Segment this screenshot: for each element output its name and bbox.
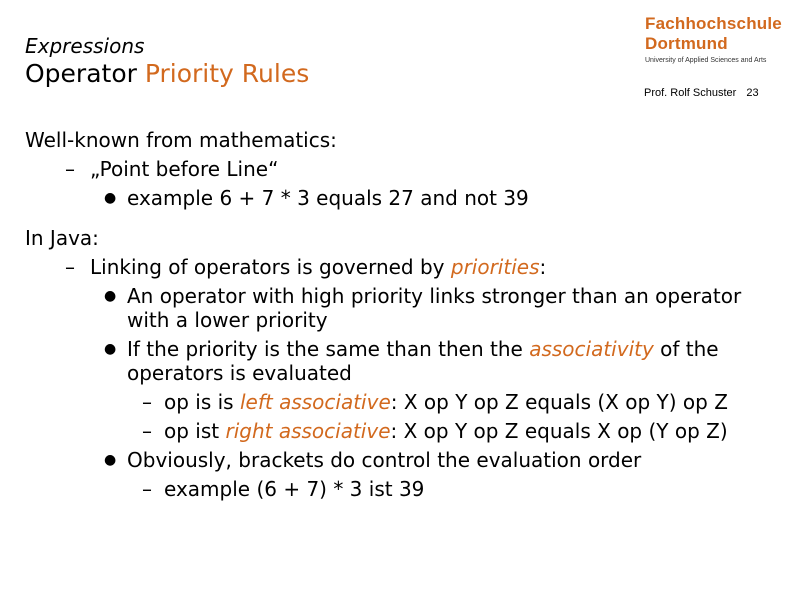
item-text: op is is <box>164 390 240 414</box>
item-text: : X op Y op Z equals X op (Y op Z) <box>390 419 728 443</box>
dash-marker: – <box>65 157 75 181</box>
item-text: : <box>539 255 547 279</box>
item-text: example (6 + 7) * 3 ist 39 <box>164 477 425 501</box>
author-name: Prof. Rolf Schuster <box>644 87 737 99</box>
logo-line-2: Dortmund <box>645 34 728 53</box>
list-item <box>25 284 785 332</box>
slide-title <box>25 59 309 88</box>
item-accent-text: right associative <box>225 419 391 443</box>
dash-marker: – <box>65 255 75 279</box>
dash-marker: – <box>142 419 152 443</box>
item-text: Linking of operators is governed by <box>90 255 451 279</box>
item-text: example 6 + 7 * 3 equals 27 and not 39 <box>127 186 529 210</box>
logo-line-3: University of Applied Sciences and Arts <box>645 57 767 64</box>
section-heading: Well-known from mathematics: <box>25 128 337 152</box>
item-text: : X op Y op Z equals (X op Y) op Z <box>390 390 728 414</box>
title-plain: Operator <box>25 59 137 88</box>
item-accent-text: priorities <box>450 255 540 279</box>
logo-line-1: Fachhochschule <box>645 14 782 33</box>
item-text: An operator with high priority links stronger than an operator with a lower priority <box>127 284 742 332</box>
bullet-marker: ● <box>104 341 117 357</box>
item-text: „Point before Line“ <box>90 157 279 181</box>
list-item <box>25 477 785 501</box>
list-item <box>25 157 785 181</box>
university-logo <box>645 14 782 64</box>
item-text: op ist <box>164 419 226 443</box>
item-text: If the priority is the same than then the <box>127 337 530 361</box>
list-item <box>25 419 785 443</box>
footer-info <box>644 87 759 99</box>
item-accent-text: associativity <box>529 337 654 361</box>
list-item <box>25 337 785 385</box>
slide-subtitle: Expressions <box>25 34 145 58</box>
dash-marker: – <box>142 477 152 501</box>
bullet-marker: ● <box>104 288 117 304</box>
bullet-marker: ● <box>104 190 117 206</box>
item-text: of the operators is evaluated <box>127 337 719 385</box>
title-accent: Priority Rules <box>144 59 310 88</box>
list-item <box>25 448 785 472</box>
section-heading: In Java: <box>25 226 99 250</box>
list-item <box>25 255 785 279</box>
slide-body <box>25 128 785 501</box>
list-item <box>25 390 785 414</box>
dash-marker: – <box>142 390 152 414</box>
list-item <box>25 186 785 210</box>
bullet-marker: ● <box>104 452 117 468</box>
item-accent-text: left associative <box>239 390 391 414</box>
item-text: Obviously, brackets do control the evaluation order <box>127 448 642 472</box>
page-number: 23 <box>746 87 759 99</box>
